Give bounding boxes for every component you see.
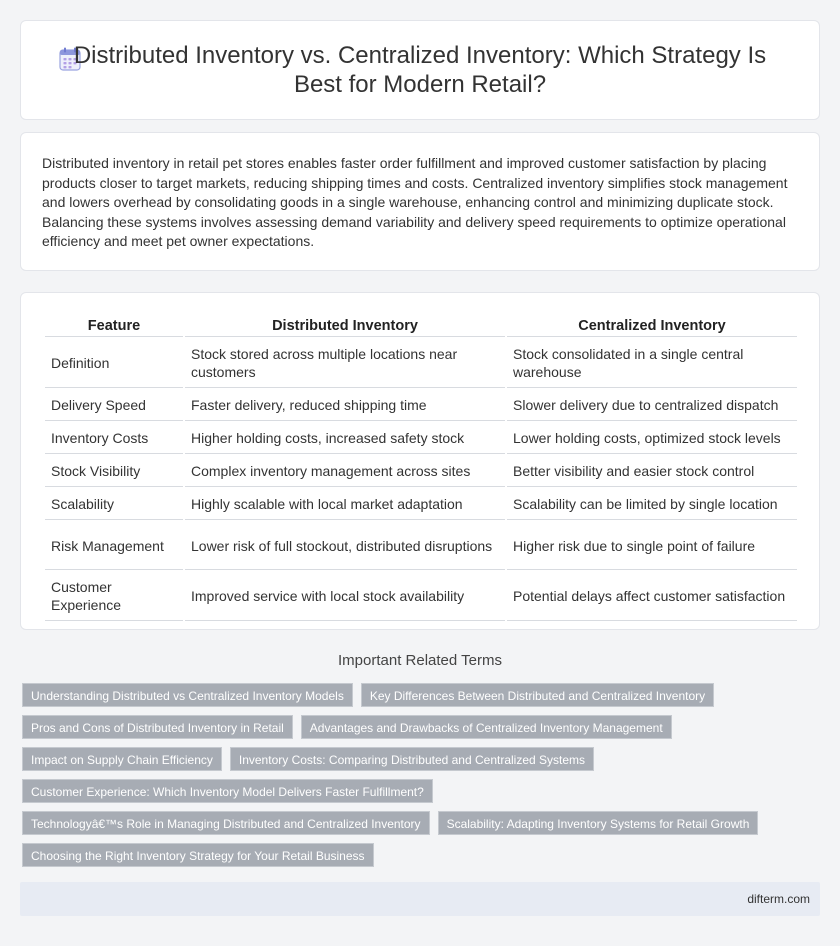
- centralized-cell: Higher risk due to single point of failure: [507, 522, 797, 570]
- distributed-cell: Faster delivery, reduced shipping time: [185, 390, 505, 421]
- distributed-cell: Higher holding costs, increased safety stock: [185, 423, 505, 454]
- distributed-cell: Highly scalable with local market adaptation: [185, 489, 505, 520]
- feature-cell: Definition: [45, 339, 183, 388]
- related-terms-list: [22, 683, 822, 867]
- feature-cell: Inventory Costs: [45, 423, 183, 454]
- feature-cell: Risk Management: [45, 522, 183, 570]
- related-term-link[interactable]: Inventory Costs: Comparing Distributed and Centralized Systems: [230, 747, 594, 771]
- related-term-link[interactable]: Advantages and Drawbacks of Centralized Inventory Management: [301, 715, 672, 739]
- table-row: [45, 572, 797, 621]
- related-term-link[interactable]: Choosing the Right Inventory Strategy for Your Retail Business: [22, 843, 374, 867]
- footer-bar: [20, 882, 820, 916]
- related-term-link[interactable]: Pros and Cons of Distributed Inventory in Retail: [22, 715, 293, 739]
- header-distributed: Distributed Inventory: [185, 315, 505, 337]
- centralized-cell: Better visibility and easier stock control: [507, 456, 797, 487]
- table-header-row: [45, 315, 797, 337]
- table-row: [45, 339, 797, 388]
- footer-site-link[interactable]: difterm.com: [747, 892, 810, 906]
- related-term-link[interactable]: Impact on Supply Chain Efficiency: [22, 747, 222, 771]
- intro-card: [20, 132, 820, 271]
- header-centralized: Centralized Inventory: [507, 315, 797, 337]
- comparison-table: [43, 313, 799, 623]
- table-row: [45, 522, 797, 570]
- distributed-cell: Complex inventory management across sites: [185, 456, 505, 487]
- related-term-link[interactable]: Technologyâ€™s Role in Managing Distributed and Centralized Inventory: [22, 811, 430, 835]
- centralized-cell: Slower delivery due to centralized dispatch: [507, 390, 797, 421]
- distributed-cell: Lower risk of full stockout, distributed disruptions: [185, 522, 505, 570]
- header-feature: Feature: [45, 315, 183, 337]
- centralized-cell: Lower holding costs, optimized stock levels: [507, 423, 797, 454]
- comparison-table-card: [20, 292, 820, 630]
- related-term-link[interactable]: Customer Experience: Which Inventory Model Delivers Faster Fulfillment?: [22, 779, 433, 803]
- centralized-cell: Stock consolidated in a single central warehouse: [507, 339, 797, 388]
- feature-cell: Customer Experience: [45, 572, 183, 621]
- page-title: Distributed Inventory vs. Centralized Inventory: Which Strategy Is Best for Modern Retail?: [73, 42, 767, 98]
- related-terms-heading: Important Related Terms: [338, 652, 502, 669]
- related-term-link[interactable]: Scalability: Adapting Inventory Systems for Retail Growth: [438, 811, 759, 835]
- table-row: [45, 456, 797, 487]
- centralized-cell: Scalability can be limited by single location: [507, 489, 797, 520]
- distributed-cell: Stock stored across multiple locations near customers: [185, 339, 505, 388]
- feature-cell: Delivery Speed: [45, 390, 183, 421]
- header-card: [20, 20, 820, 120]
- related-term-link[interactable]: Key Differences Between Distributed and Centralized Inventory: [361, 683, 714, 707]
- table-row: [45, 489, 797, 520]
- feature-cell: Scalability: [45, 489, 183, 520]
- related-term-link[interactable]: Understanding Distributed vs Centralized Inventory Models: [22, 683, 353, 707]
- table-row: [45, 390, 797, 421]
- centralized-cell: Potential delays affect customer satisfaction: [507, 572, 797, 621]
- intro-paragraph: Distributed inventory in retail pet stores enables faster order fulfillment and improved customer satisfaction by placing products closer to target markets, reducing shipping times and costs. Centralized inventory simplifies stock management and lowers overhead by consolidating goods in a single warehouse, enhancing control and minimizing duplicate stock. Balancing these systems involves assessing demand variability and delivery speed requirements to optimize operational efficiency and meet pet owner expectations.: [42, 155, 788, 250]
- table-row: [45, 423, 797, 454]
- distributed-cell: Improved service with local stock availability: [185, 572, 505, 621]
- feature-cell: Stock Visibility: [45, 456, 183, 487]
